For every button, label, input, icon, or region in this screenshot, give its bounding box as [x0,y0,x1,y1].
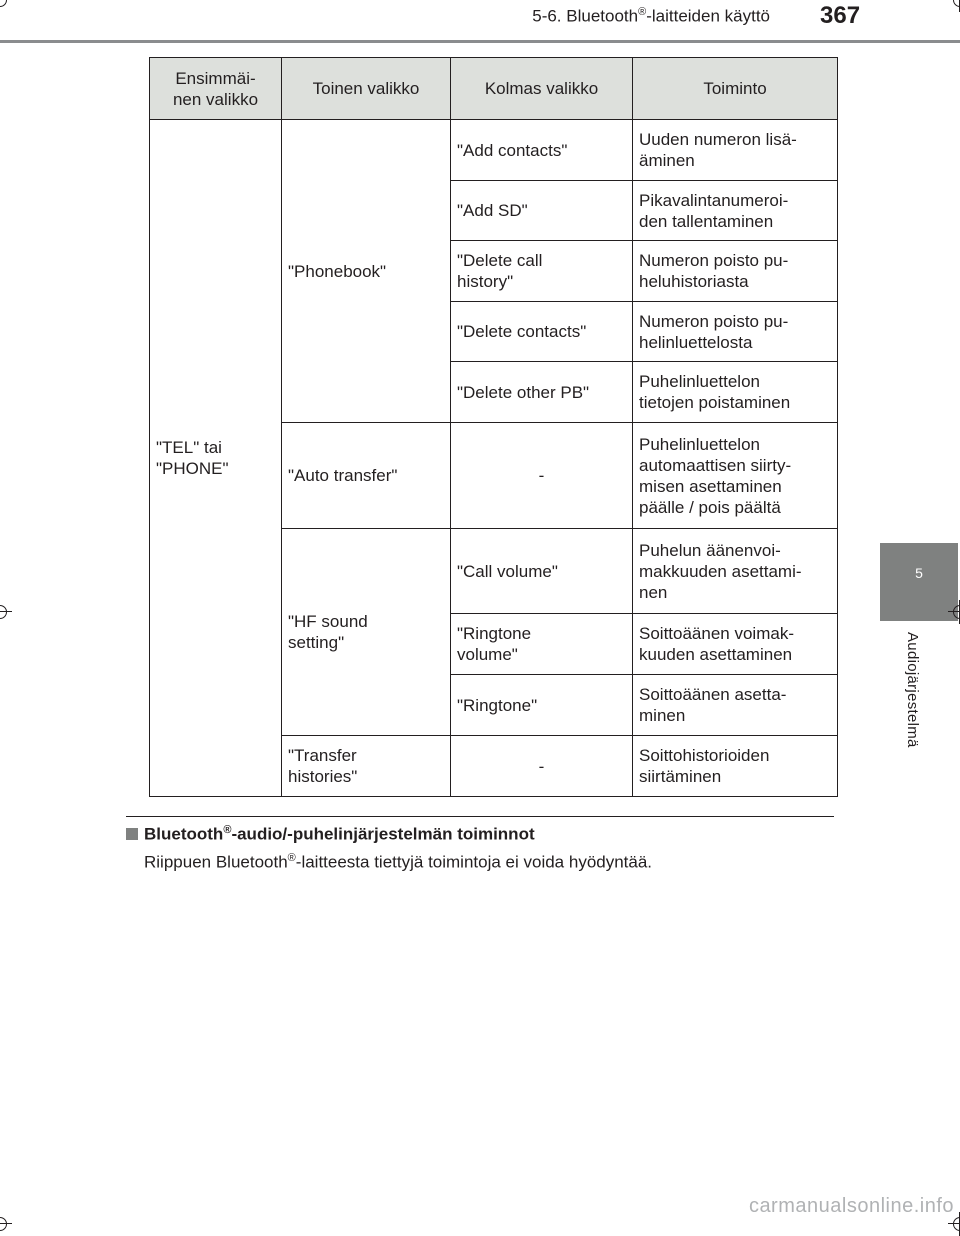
function-cell: Soittoäänen asetta- minen [633,675,838,736]
section-body-pre: Riippuen Bluetooth [144,852,288,872]
third-menu-cell: - [451,423,633,529]
crop-mark-icon [948,1212,960,1236]
table-header-row [150,58,838,120]
second-menu-cell: "Phonebook" [282,120,451,423]
function-cell: Uuden numeron lisä- äminen [633,120,838,181]
function-cell: Soittoäänen voimak- kuuden asettaminen [633,614,838,675]
section-body [144,852,652,873]
chapter-tab [880,543,958,621]
crop-mark-icon [0,1212,12,1236]
header-third-menu: Kolmas valikko [451,58,633,120]
function-cell: Numeron poisto pu- heluhistoriasta [633,241,838,302]
crop-mark-icon [948,0,960,12]
section-body-registered-mark: ® [287,852,296,864]
crop-mark-icon [0,0,12,12]
section-title-post: -audio/-puhelinjärjestelmän toiminnot [231,824,535,844]
third-menu-cell: "Delete contacts" [451,302,633,362]
crop-mark-icon [948,600,960,624]
header-registered-mark: ® [638,6,647,18]
header-first-menu: Ensimmäi- nen valikko [150,58,282,120]
header-rule [0,40,960,43]
third-menu-cell: "Call volume" [451,529,633,614]
third-menu-cell: "Delete call history" [451,241,633,302]
header-second-menu: Toinen valikko [282,58,451,120]
function-cell: Soittohistorioiden siirtäminen [633,736,838,797]
third-menu-cell: - [451,736,633,797]
third-menu-cell: "Add SD" [451,181,633,241]
chapter-label: Audiojärjestelmä [904,632,921,748]
first-menu-cell: "TEL" tai "PHONE" [150,120,282,797]
watermark: carmanualsonline.info [748,1195,954,1217]
chapter-number: 5 [915,565,923,581]
table-row [150,120,838,181]
function-cell: Puhelinluettelon automaattisen siirty- misen asettaminen päälle / pois päältä [633,423,838,529]
page-header-title [532,6,770,27]
second-menu-cell: "HF sound setting" [282,529,451,736]
section-title-registered-mark: ® [223,824,232,836]
function-cell: Puhelinluettelon tietojen poistaminen [633,362,838,423]
square-bullet-icon [126,828,138,840]
header-function: Toiminto [633,58,838,120]
header-title-pre: 5-6. Bluetooth [532,6,639,26]
function-cell: Numeron poisto pu- helinluettelosta [633,302,838,362]
third-menu-cell: "Delete other PB" [451,362,633,423]
second-menu-cell: "Auto transfer" [282,423,451,529]
second-menu-cell: "Transfer histories" [282,736,451,797]
section-body-post: -laitteesta tiettyjä toimintoja ei voida hyödyntää. [295,852,653,872]
header-title-post: -laitteiden käyttö [646,6,770,26]
third-menu-cell: "Add contacts" [451,120,633,181]
function-cell: Puhelun äänenvoi- makkuuden asettami- nen [633,529,838,614]
section-title-pre: Bluetooth [144,824,224,844]
section-rule [126,816,834,817]
page-number: 367 [820,2,861,29]
menu-table [149,57,838,797]
function-cell: Pikavalintanumeroi- den tallentaminen [633,181,838,241]
crop-mark-icon [0,600,12,624]
section-title [126,824,535,845]
third-menu-cell: "Ringtone volume" [451,614,633,675]
third-menu-cell: "Ringtone" [451,675,633,736]
